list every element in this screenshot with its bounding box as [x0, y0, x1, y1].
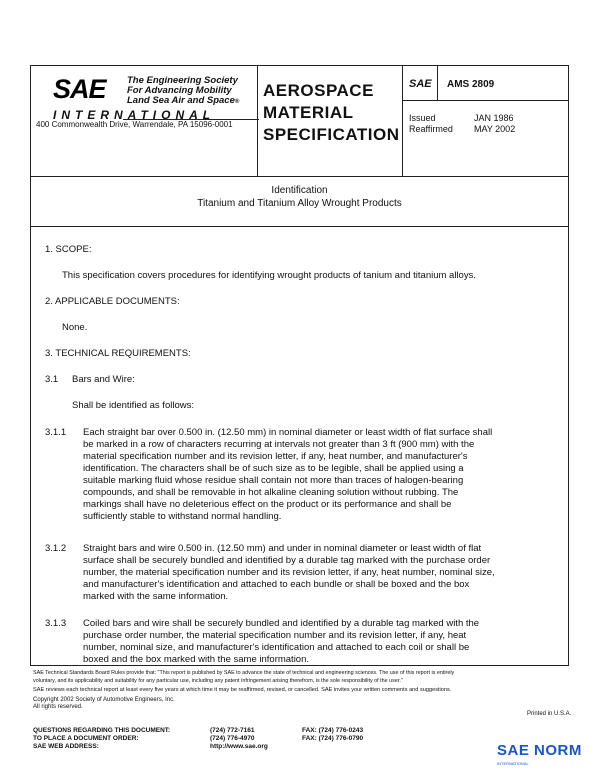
section-3-heading: 3. TECHNICAL REQUIREMENTS: — [45, 348, 191, 359]
footer-rules-1: SAE Technical Standards Board Rules provide that: "This report is published by SAE to advance the state of technical and engineering sciences. The use of this report is entirely — [33, 670, 455, 676]
sae-small-logo: SAE — [409, 78, 432, 90]
section-3-1-heading: Bars and Wire: — [72, 374, 135, 385]
section-3-1-3-number: 3.1.3 — [45, 618, 67, 629]
order-phone: (724) 776-4970 — [210, 735, 255, 742]
sae-norm-logo: SAE NORM — [497, 742, 582, 759]
section-2-heading: 2. APPLICABLE DOCUMENTS: — [45, 296, 180, 307]
title-line-1: Identification — [271, 185, 328, 196]
ams-number: AMS 2809 — [447, 79, 495, 90]
footer-printed: Printed in U.S.A. — [527, 711, 572, 717]
section-3-1-2-text: Straight bars and wire 0.500 in. (12.50 mm) and under in nominal diameter or least width of flat surface shall be securely bundled and identified by a durable tag marked with the purchase order number, the material specification number and its revision letter, if any, heat number, nominal size, and manufacturer's identification and attached to each bundle or shall be boxed and the box marked with the same information. — [83, 543, 495, 602]
date-values — [474, 113, 515, 135]
registered-mark: ® — [234, 99, 240, 105]
title-line-2: Titanium and Titanium Alloy Wrought Products — [197, 198, 402, 209]
section-3-1-number: 3.1 — [45, 374, 59, 385]
sae-logo-text: SAE — [53, 74, 106, 104]
society-tagline: The Engineering Society For Advancing Mobility Land Sea Air and Space® — [127, 75, 240, 106]
section-1-text: This specification covers procedures for identifying wrought products of tanium and titanium alloys. — [62, 270, 476, 281]
section-3-1-text: Shall be identified as follows: — [72, 400, 194, 411]
header-divider-2 — [402, 66, 403, 176]
web-label: SAE WEB ADDRESS: — [33, 743, 99, 750]
reaffirmed-date: MAY 2002 — [474, 124, 516, 134]
section-3-1-1-text: Each straight bar over 0.500 in. (12.50 mm) in nominal diameter or least width of flat surface shall be marked in a row of characters recurring at intervals not greater than 3 ft (900 mm) with the material specification number and its revision letter, if any, heat number, and manufacturer's identification. The characters shall be of such size as to be legible, shall be applied using a suitable marking fluid whose residue shall contain not more than traces of halogen-bearing compounds, and shall be removable in hot alkaline cleaning solution without rubbing. The markings shall have no deleterious effect on the product or its performance and shall be sufficiently stable to withstand normal handling. — [83, 427, 493, 522]
international-label: INTERNATIONAL — [53, 108, 216, 122]
section-3-1-1-number: 3.1.1 — [45, 427, 67, 438]
questions-fax: FAX: (724) 776-0243 — [302, 727, 364, 734]
header-divider-3 — [437, 66, 438, 100]
footer — [33, 670, 573, 717]
document-type: AEROSPACE MATERIAL SPECIFICATION — [263, 81, 400, 144]
ams-rule — [402, 100, 568, 101]
header-block — [31, 66, 568, 177]
footer-copyright: Copyright 2002 Society of Automotive Engineers, Inc. — [33, 696, 175, 703]
footer-review: SAE reviews each technical report at least every five years at which time it may be reaffirmed, revised, or cancelled. SAE invites your written comments and suggestions. — [33, 687, 452, 693]
issued-date: JAN 1986 — [474, 113, 514, 123]
sae-norm-subtitle: INTERNATIONAL — [497, 761, 529, 766]
questions-phone: (724) 772-7161 — [210, 727, 255, 734]
section-3-1-2-number: 3.1.2 — [45, 543, 67, 554]
spec-frame — [30, 65, 569, 666]
footer-rules-2: voluntary, and its applicability and suitability for any particular use, including any patent infringement arising therefrom, is the sole responsibility of the user." — [33, 677, 403, 684]
section-2-text: None. — [62, 322, 88, 333]
sae-address: 400 Commonwealth Drive, Warrendale, PA 15096-0001 — [36, 120, 233, 129]
section-3-1-3-text: Coiled bars and wire shall be securely bundled and identified by a durable tag marked with the purchase order number, the material specification number and its revision letter, if any, heat number, nominal size, and manufacturer's identification and attached to each coil or shall be boxed and the box marked with the same information. — [83, 618, 480, 665]
section-1-heading: 1. SCOPE: — [45, 244, 92, 255]
order-label: TO PLACE A DOCUMENT ORDER: — [33, 735, 139, 742]
date-labels: Issued Reaffirmed — [409, 113, 453, 134]
order-fax: FAX: (724) 776-0790 — [302, 735, 364, 742]
questions-label: QUESTIONS REGARDING THIS DOCUMENT: — [33, 727, 171, 734]
web-url[interactable]: http://www.sae.org — [210, 743, 268, 750]
footer-rights: All rights reserved. — [33, 704, 83, 710]
document-title — [31, 176, 568, 227]
